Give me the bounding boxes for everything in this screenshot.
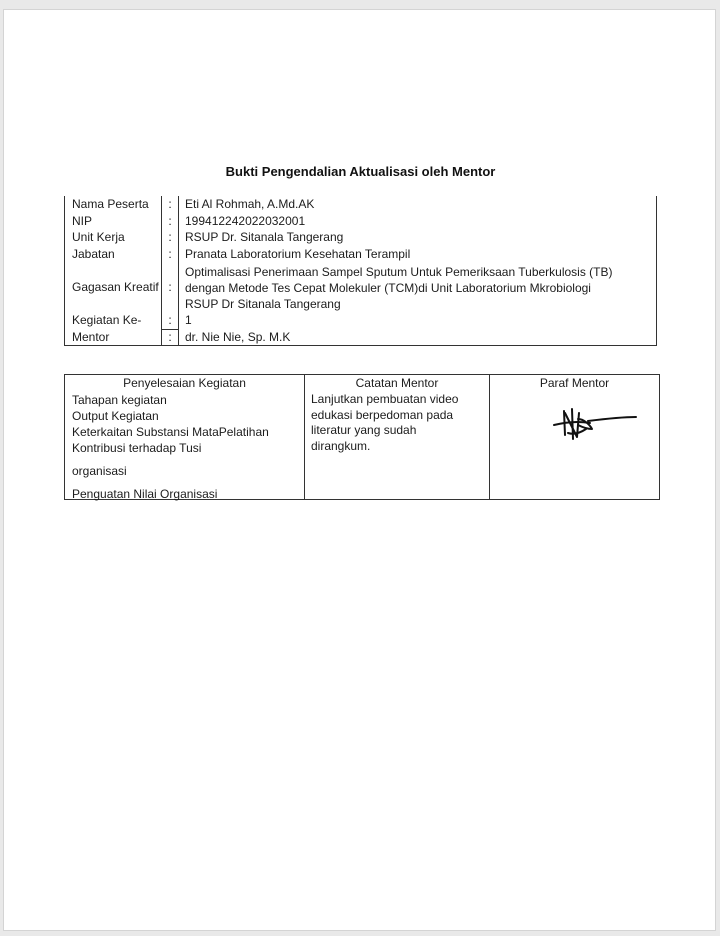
identity-separator: : — [161, 196, 179, 213]
signature-icon — [552, 405, 638, 450]
identity-label: Nama Peserta — [64, 196, 161, 213]
mentor-notes-column — [305, 375, 490, 499]
identity-value: Eti Al Rohmah, A.Md.AK — [185, 197, 315, 212]
activity-item: Kontribusi terhadap Tusi — [72, 441, 202, 455]
identity-row-nama — [64, 196, 656, 213]
activity-item: Keterkaitan Substansi MataPelatihan — [72, 425, 269, 439]
identity-separator: : — [161, 213, 179, 230]
identity-value: 1 — [185, 313, 192, 328]
activity-item: organisasi — [72, 464, 127, 478]
identity-value: Pranata Laboratorium Kesehatan Terampil — [185, 246, 411, 261]
activity-header: Penyelesaian Kegiatan — [123, 376, 246, 390]
activity-item: Output Kegiatan — [72, 409, 159, 423]
identity-label: Unit Kerja — [64, 229, 161, 246]
mentor-notes-header: Catatan Mentor — [355, 376, 439, 390]
completion-table — [64, 374, 660, 500]
mentor-initials-column — [490, 375, 659, 499]
identity-value: dr. Nie Nie, Sp. M.K — [185, 329, 291, 344]
identity-value: RSUP Dr. Sitanala Tangerang — [185, 230, 344, 245]
activity-item: Tahapan kegiatan — [72, 393, 167, 407]
activity-item: Penguatan Nilai Organisasi — [72, 487, 218, 501]
identity-separator: : — [161, 329, 179, 346]
identity-table — [64, 196, 657, 346]
identity-row-jabatan — [64, 246, 656, 263]
identity-value-line: RSUP Dr Sitanala Tangerang — [185, 297, 341, 311]
identity-row-nip — [64, 213, 656, 230]
identity-row-unit-kerja — [64, 229, 656, 246]
identity-value-line: dengan Metode Tes Cepat Molekuler (TCM)di Unit Laboratorium Mkrobiologi — [185, 281, 591, 295]
identity-row-mentor — [64, 329, 656, 346]
identity-label: Kegiatan Ke- — [64, 312, 161, 329]
identity-separator: : — [161, 229, 179, 246]
identity-label: Jabatan — [64, 246, 161, 263]
identity-label: Gagasan Kreatif — [64, 262, 161, 312]
identity-row-kegiatan — [64, 312, 656, 329]
mentor-note-text: Lanjutkan pembuatan video edukasi berpedoman pada literatur yang sudah dirangkum. — [311, 392, 459, 453]
identity-value-line: Optimalisasi Penerimaan Sampel Sputum Untuk Pemeriksaan Tuberkulosis (TB) — [185, 265, 613, 279]
identity-label: NIP — [64, 213, 161, 230]
identity-value: 199412242022032001 — [185, 213, 306, 228]
identity-separator: : — [161, 262, 179, 312]
identity-value-multiline — [179, 262, 656, 312]
identity-separator: : — [161, 246, 179, 263]
identity-row-gagasan — [64, 262, 656, 312]
activity-column — [65, 375, 305, 499]
identity-separator: : — [161, 312, 179, 329]
document-page — [3, 9, 716, 931]
mentor-initials-header: Paraf Mentor — [539, 376, 610, 390]
identity-label: Mentor — [64, 329, 161, 346]
document-title: Bukti Pengendalian Aktualisasi oleh Mentor — [225, 164, 496, 179]
